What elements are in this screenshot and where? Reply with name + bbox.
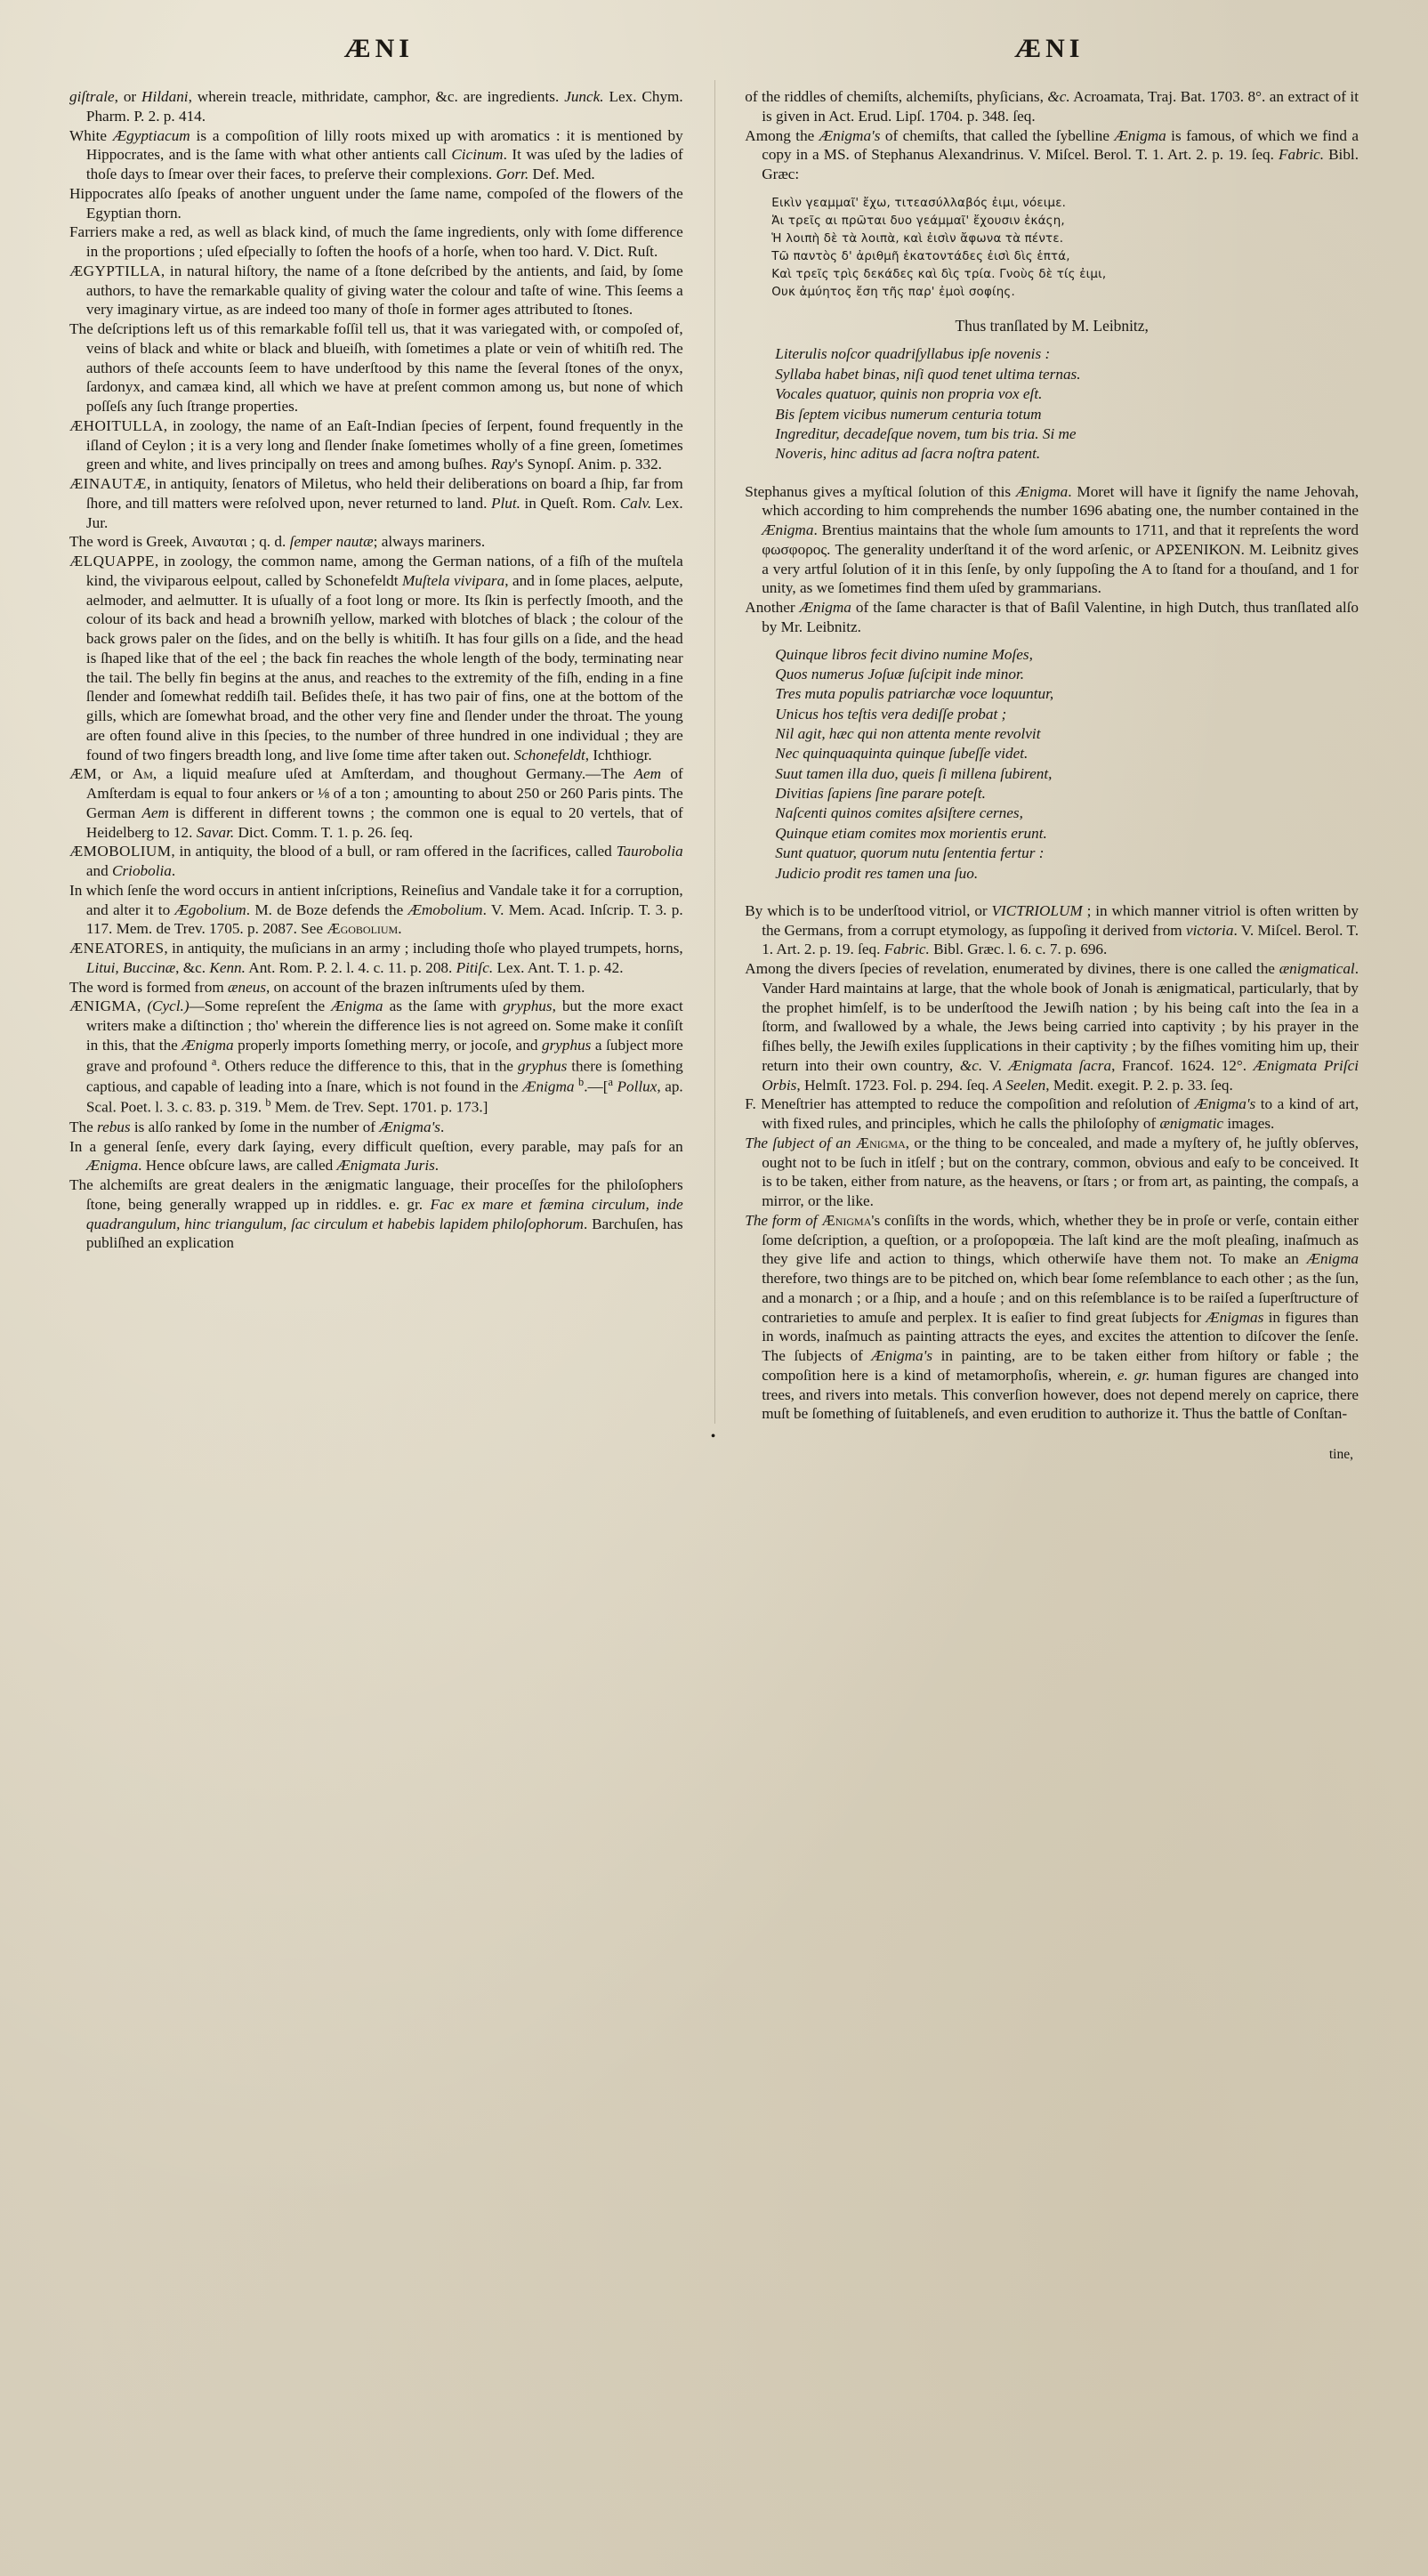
latin-verse-basil-valentine <box>745 645 1359 884</box>
para-subject: The ſubject of an Ænigma, or the thing to be concealed, and made a myſtery of, he juſtly obſerves, ought not to be ſuch in itſelf ; but on the contrary, common, obvious and eaſy to be conceived. It is to be taken, either from nature, as the heavens, or ſtars ; or from art, as painting, the compaſs, a mirror, or the like. <box>745 1134 1359 1210</box>
greek-riddle-line: Τῶ παντὸς δ' ἀριθμῆ ἑκατοντάδες ἐισὶ δὶς ἑπτά, <box>771 250 1070 264</box>
latin-verse-leibnitz-line: Vocales quatuor, quinis non propria vox eſt. <box>775 385 1043 403</box>
para-white-aegyptiacum: White Ægyptiacum is a compoſition of lilly roots mixed up with aromatics : it is mentioned by Hippocrates, and is the ſame with what other antients call Cicinum. It was uſed by the ladies of thoſe days to ſmear over their faces, to preſerve their complexions. Gorr. Def. Med. <box>69 126 683 182</box>
spacer <box>745 472 1359 482</box>
para-menestrier: F. Meneſtrier has attempted to reduce the compoſition and reſolution of Ænigma's to a kind of art, with fixed rules, and principles, which he calls the philoſophy of ænigmatic images. <box>745 1095 1359 1133</box>
entry-aeneatores: ÆNEATORES, in antiquity, the muſicians in an army ; including thoſe who played trumpets, horns, Litui, Buccinæ, &c. Kenn. Ant. Rom. P. 2. l. 4. c. 11. p. 208. Pitiſc. Lex. Ant. T. 1. p. 42. <box>69 940 683 976</box>
para-greekword: The word is Greek, Αιναυται ; q. d. ſemper nautæ; always mariners. <box>69 533 486 551</box>
entry-aemobolium: ÆMOBOLIUM, in antiquity, the blood of a bull, or ram offered in the ſacrifices, called Taurobolia and Criobolia. <box>69 843 683 879</box>
entry-aelquappe: ÆLQUAPPE, in zoology, the common name, among the German nations, of a fiſh of the muſtela kind, the viviparous eelpout, called by Schonefeldt Muſtela vivipara, and in ſome places, aelpute, aelmoder, and aelmutter. It is uſually of a foot long or more. Its ſkin is perfectly ſmooth, and the colour of its back and head a browniſh yellow, marked with blotches of black ; the colour of the back grows paler on the ſides, and on the belly is whitiſh. It has four gills on a ſide, and the head is ſhaped like that of the eel ; the back fin reaches the whole length of the body, terminating near the tail. The belly fin begins at the anus, and reaches to the extremity of the fiſh, ending in a fine ſlender and ſomewhat reddiſh tail. Beſides theſe, it has two pair of fins, one at the bottom of the gills, which are ſomewhat broad, and the other very fine and ſlender under the throat. The young are often found alive in this ſpecies, to the number of three hundred in one individual ; they are found of two fingers breadth long, and live ſome time after taken out. Schonefeldt, Ichthiogr. <box>69 553 683 763</box>
para-riddles: of the riddles of chemiſts, alchemiſts, phyſicians, &c. Acroamata, Traj. Bat. 1703. 8°. an extract of it is given in Act. Erud. Lipſ. 1704. p. 348. ſeq. <box>745 88 1359 125</box>
latin-verse-basil-valentine-line: Quos numerus Joſuæ ſuſcipit inde minor. <box>775 665 1025 682</box>
latin-verse-basil-valentine-line: Suut tamen illa duo, queis ſi millena ſubirent, <box>775 764 1053 782</box>
para-alchemists: The alchemiſts are great dealers in the ænigmatic language, their proceſſes for the philoſophers ſtone, being generally wrapped up in riddles. e. gr. Fac ex mare et fæmina circulum, inde quadrangulum, hinc triangulum, ſac circulum et habebis lapidem philoſophorum. Barchuſen, has publiſhed an explication <box>69 1176 683 1252</box>
running-head-left: ÆNI <box>343 34 414 63</box>
para-descriptions: The deſcriptions left us of this remarkable foſſil tell us, that it was variegated with, or compoſed of, veins of black and white or black and blueiſh, with ſometimes a plate or vein of whitiſh red. The authors of theſe accounts ſeem to have underſtood by this name the ſeveral ſtones of the onyx, ſardonyx, and camæa kind, all which we have at preſent common among us, but none of which poſſeſs any ſuch ſtrange properties. <box>69 320 683 415</box>
latin-verse-basil-valentine-line: Sunt quatuor, quorum nutu ſententia fertur : <box>775 844 1045 862</box>
latin-verse-leibnitz <box>745 344 1359 464</box>
running-heads <box>69 34 1359 64</box>
greek-riddle <box>745 195 1359 303</box>
latin-verse-basil-valentine-line: Quinque etiam comites mox morientis erunt. <box>775 824 1047 842</box>
entry-aehoitulla: ÆHOITULLA, in zoology, the name of an Eaſt-Indian ſpecies of ſerpent, found frequently in the iſland of Ceylon ; it is a very long and ſlender ſnake ſometimes wholly of a fine green, ſometimes green and white, and lives principally on trees and among buſhes. Ray's Synopſ. Anim. p. 332. <box>69 416 683 473</box>
entry-aegyptilla: ÆGYPTILLA, in natural hiſtory, the name of a ſtone deſcribed by the antients, and ſaid, by ſome authors, to have the remarkable quality of giving water the colour and taſte of wine. This ſeems a very imaginary virtue, as are indeed too many of thoſe in former ages attributed to ſtones. <box>69 262 683 319</box>
para-generalsense: In a general ſenſe, every dark ſaying, every difficult queſtion, every parable, may paſs for an Ænigma. Hence obſcure laws, are called Ænigmata Juris. <box>69 1137 683 1175</box>
para-form: The form of Ænigma's conſiſts in the words, which, whether they be in proſe or verſe, contain either ſome deſcription, a queſtion, or a proſopopœia. The laſt kind are the moſt pleaſing, inaſmuch as they give life and action to things, which otherwiſe have them not. To make an Ænigma therefore, two things are to be pitched on, which bear ſome reſemblance to each other ; as the ſun, and a monarch ; or a ſhip, and a houſe ; and on this reſemblance is to be raiſed a ſuperſtructure of contrarieties to amuſe and perplex. It is eaſier to find great ſubjects for Ænigmas in figures than in words, inaſmuch as painting attracts the eyes, and excites the attention to diſcover the ſenſe. The ſubjects of Ænigma's in painting, are to be taken either from hiſtory or fable ; the compoſition here is a kind of metamorphoſis, wherein, e. gr. human figures are changed into trees, and rivers into metals. This converſion however, does not depend merely on caprice, there muſt be ſomething of ſuitableneſs, and even erudition to authorize it. Thus the battle of Conſtan- <box>745 1211 1359 1423</box>
catchword: tine, <box>1328 1447 1353 1463</box>
greek-riddle-line: Εικὶν γεαμμαῖ' ἔχω, τιτεασύλλαβός ἐιμι, νόειμε. <box>771 196 1067 210</box>
footer-mark: • <box>710 1429 718 1445</box>
entry-aem: ÆM, or Am, a liquid meaſure uſed at Amſterdam, and thoughout Germany.—The Aem of Amſterdam is equal to four ankers or ⅛ of a ton ; amounting to about 250 or 260 Paris pints. The German Aem is different in different towns ; the common one is equal to 20 vertels, that of Heidelberg to 12. Savar. Dict. Comm. T. 1. p. 26. ſeq. <box>69 765 683 841</box>
latin-verse-basil-valentine-line: Divitias ſapiens ſine parare poteſt. <box>775 785 986 803</box>
para-wordformed: The word is formed from æneus, on account of the brazen inſtruments uſed by them. <box>69 978 585 996</box>
greek-riddle-line: Ἡ λοιπὴ δὲ τὰ λοιπὰ, καὶ ἐισὶν ἄφωνα τὰ πέντε. <box>771 231 1064 246</box>
greek-riddle-line: Καὶ τρεῖς τρὶς δεκάδες καὶ δὶς τρία. Γνοὺς δὲ τίς ἐιμι, <box>771 268 1107 282</box>
para-divers-species: Among the divers ſpecies of revelation, enumerated by divines, there is one called the ænigmatical. Vander Hard maintains at large, that the whole book of Jonah is ænigmatical, particularly, that by the prophet himſelf, is to be underſtood the Jewiſh nation ; by his being caſt into the ſea in a ſtorm, and ſwallowed by a whale, the Jews being carried into captivity ; by his prayer in the fiſhes belly, the Jewiſh exiles ſupplications in their captivity ; by the fiſhes vomiting him up, their return into their own country, &c. V. Ænigmata ſacra, Francof. 1624. 12°. Ænigmata Priſci Orbis, Helmſt. 1723. Fol. p. 294. ſeq. A Seelen, Medit. exegit. P. 2. p. 33. ſeq. <box>745 960 1359 1094</box>
greek-riddle-line: Ἁι τρεῖς αι πρῶται δυο γεάμμαῖ' ἔχουσιν ἑκάςη, <box>771 214 1065 228</box>
para-another-aenigma: Another Ænigma of the ſame character is that of Baſil Valentine, in high Dutch, thus tranſlated alſo by Mr. Leibnitz. <box>745 599 1359 635</box>
latin-verse-leibnitz-line: Ingreditur, decadeſque novem, tum bis tria. Si me <box>775 424 1077 442</box>
two-column-body <box>69 87 1359 1424</box>
para-among-aenigmas: Among the Ænigma's of chemiſts, that called the ſybelline Ænigma is famous, of which we find a copy in a MS. of Stephanus Alexandrinus. V. Miſcel. Berol. T. 1. Art. 2. p. 19. ſeq. Fabric. Bibl. Græc: <box>745 126 1359 182</box>
column-right <box>745 87 1359 1424</box>
latin-verse-leibnitz-line: Bis ſeptem vicibus numerum centuria totum <box>775 405 1042 423</box>
translation-heading: Thus tranſlated by M. Leibnitz, <box>955 317 1149 335</box>
latin-verse-basil-valentine-line: Quinque libros fecit divino numine Moſes, <box>775 645 1033 663</box>
latin-verse-basil-valentine-line: Naſcenti quinos comites aſsiſtere cernes, <box>775 804 1023 822</box>
para-vitriol: By which is to be underſtood vitriol, or VICTRIOLUM ; in which manner vitriol is often written by the Germans, from a corrupt etymology, as ſuppoſing it derived from victoria. V. Miſcel. Berol. T. 1. Art. 2. p. 19. ſeq. Fabric. Bibl. Græc. l. 6. c. 7. p. 696. <box>745 901 1359 958</box>
greek-riddle-line: Ουκ ἀμύητος ἔση τῆς παρ' ἐμοὶ σοφίης. <box>771 286 1015 300</box>
entry-aenautae: ÆINAUTÆ, in antiquity, ſenators of Miletus, who held their deliberations on board a ſhip, far from ſhore, and till matters were reſolved upon, never returned to land. Plut. in Queſt. Rom. Calv. Lex. Jur. <box>69 475 683 531</box>
para-rebus: The rebus is alſo ranked by ſome in the number of Ænigma's. <box>69 1118 445 1135</box>
latin-verse-basil-valentine-line: Nec quinquaquinta quinque ſubeſſe videt. <box>775 745 1029 763</box>
para-gistrale: giſtrale, or Hildani, wherein treacle, mithridate, camphor, &c. are ingredients. Junck. Lex. Chym. Pharm. P. 2. p. 414. <box>69 88 683 125</box>
spacer <box>745 892 1359 901</box>
para-stephanus: Stephanus gives a myſtical ſolution of this Ænigma. Moret will have it ſignify the name Jehovah, which according to him comprehends the number 1696 abating one, the number contained in the Ænigma. Brentius maintains that the whole ſum amounts to 1711, and that it repreſents the word φωσφορος. The generality underſtand it of the word arſenic, or ΑΡΣΕΝΙΚΟΝ. M. Leibnitz gives a very artful ſolution of it in this ſenſe, by only ſuppoſing the A to ſtand for a thouſand, and 1 for unity, as we ſometimes find them uſed by grammarians. <box>745 482 1359 597</box>
column-left <box>69 87 683 1424</box>
latin-verse-basil-valentine-line: Tres muta populis patriarchæ voce loquuntur, <box>775 685 1054 703</box>
entry-aenigma: ÆNIGMA, (Cycl.)—Some repreſent the Ænigma as the ſame with gryphus, but the more exact writers make a diſtinction ; tho' wherein the difference lies is not agreed on. Some make it conſiſt in this, that the Ænigma properly imports ſomething merry, or jocoſe, and gryphus a ſubject more grave and profound $^a$. Others reduce the difference to this, that in the gryphus there is ſomething captious, and capable of leading into a ſnare, which is not found in the Ænigma $^b$.—[$^a$ Pollux, ap. Scal. Poet. l. 3. c. 83. p. 319. $^b$ Mem. de Trev. Sept. 1701. p. 173.] <box>69 997 683 1117</box>
latin-verse-basil-valentine-line: Unicus hos teſtis vera dediſſe probat ; <box>775 705 1007 723</box>
latin-verse-leibnitz-line: Noveris, hinc aditus ad ſacra noſtra patent. <box>775 445 1041 463</box>
latin-verse-leibnitz-line: Syllaba habet binas, niſi quod tenet ultima ternas. <box>775 365 1081 383</box>
para-farriers: Farriers make a red, as well as black kind, of much the ſame ingredients, only with ſome difference in the proportions ; uſed eſpecially to ſoften the hoofs of a horſe, when too hard. V. Dict. Ruſt. <box>69 223 683 260</box>
para-inwhichsense: In which ſenſe the word occurs in antient inſcriptions, Reineſius and Vandale take it for a corruption, and alter it to Ægobolium. M. de Boze defends the Æmobolium. V. Mem. Acad. Inſcrip. T. 3. p. 117. Mem. de Trev. 1705. p. 2087. See Ægobolium. <box>69 881 683 938</box>
latin-verse-basil-valentine-line: Nil agit, hæc qui non attenta mente revolvit <box>775 725 1041 743</box>
running-head-right: ÆNI <box>1014 34 1085 63</box>
latin-verse-leibnitz-line: Literulis noſcor quadriſyllabus ipſe novenis : <box>775 345 1051 363</box>
para-hippocrates: Hippocrates alſo ſpeaks of another unguent under the ſame name, compoſed of the flowers of the Egyptian thorn. <box>69 184 683 222</box>
latin-verse-basil-valentine-line: Judicio prodit res tamen una ſuo. <box>775 864 979 882</box>
